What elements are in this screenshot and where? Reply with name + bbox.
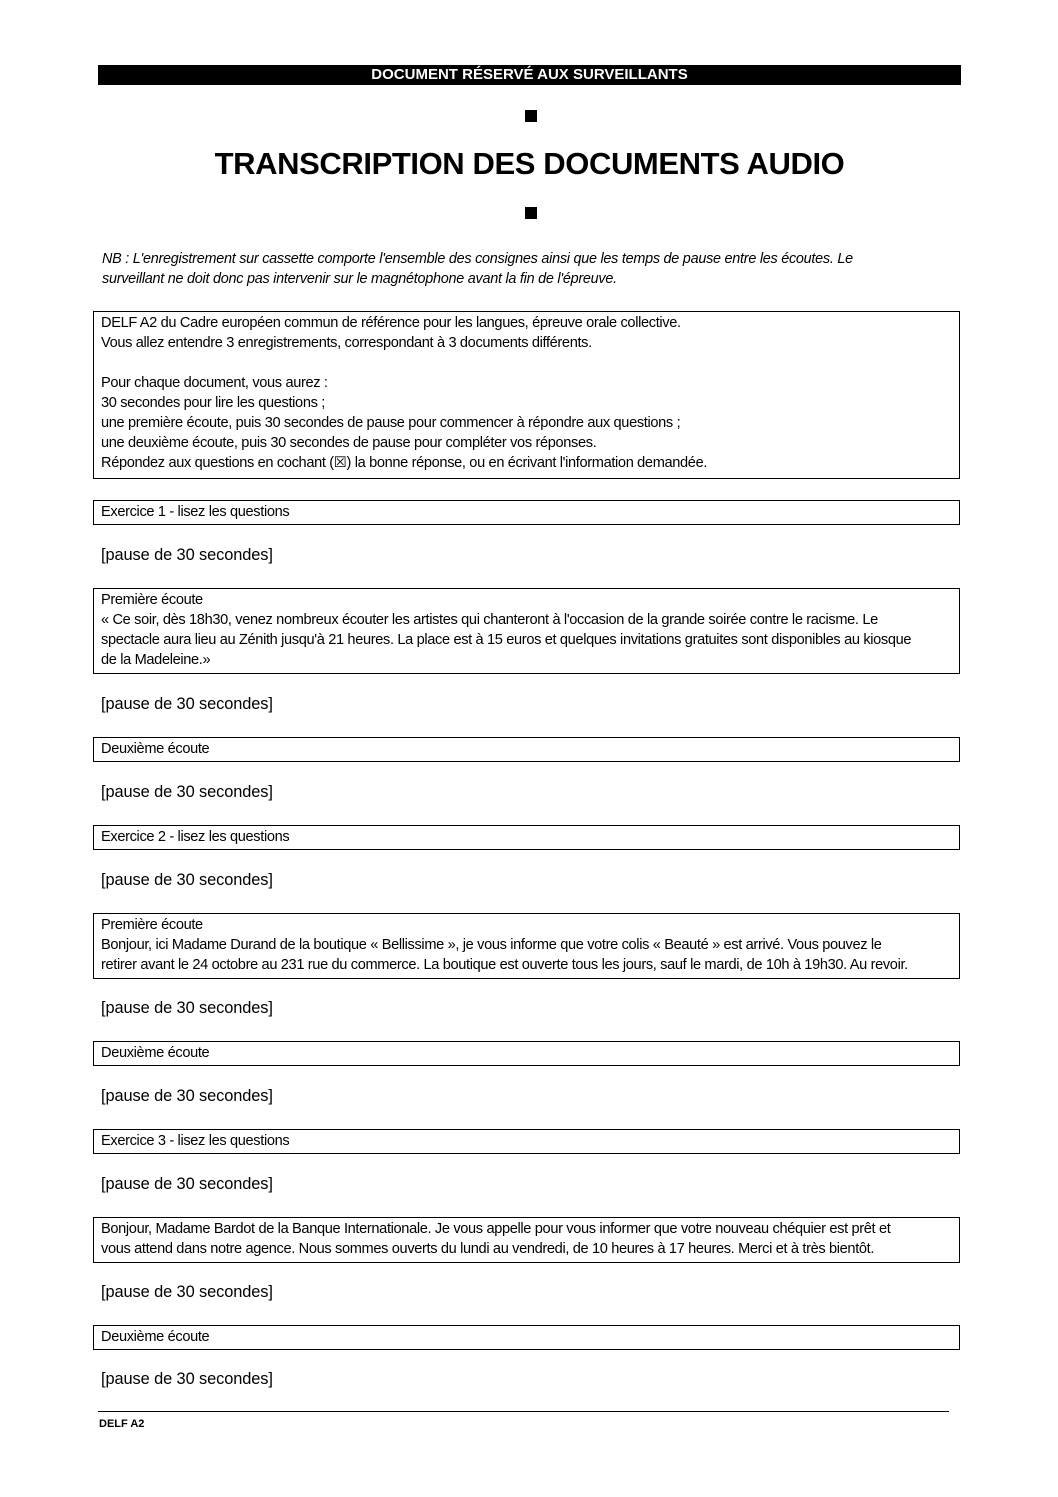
pause-label: [pause de 30 secondes] — [101, 1175, 273, 1193]
second-listening-label: Deuxième écoute — [101, 1329, 210, 1345]
reserved-banner: DOCUMENT RÉSERVÉ AUX SURVEILLANTS — [98, 65, 961, 85]
square-bullet-icon — [525, 207, 537, 219]
exercise-3-heading: Exercice 3 - lisez les questions — [101, 1133, 290, 1149]
pause-label: [pause de 30 secondes] — [101, 1370, 273, 1388]
pause-label: [pause de 30 secondes] — [101, 695, 273, 713]
nb-line: surveillant ne doit donc pas intervenir sur le magnétophone avant la fin de l'épreuve. — [102, 271, 617, 287]
page-title: TRANSCRIPTION DES DOCUMENTS AUDIO — [214, 146, 845, 181]
instructions-line: Pour chaque document, vous aurez : — [101, 375, 328, 391]
pause-label: [pause de 30 secondes] — [101, 999, 273, 1017]
second-listening-label: Deuxième écoute — [101, 741, 210, 757]
instructions-line: Vous allez entendre 3 enregistrements, correspondant à 3 documents différents. — [101, 335, 592, 351]
exercise-2-heading-box — [93, 825, 960, 850]
square-bullet-icon — [525, 110, 537, 122]
instructions-box — [93, 311, 960, 479]
transcript-line: Bonjour, ici Madame Durand de la boutique « Bellissime », je vous informe que votre colis « Beauté » est arrivé. Vous pouvez le — [101, 937, 882, 953]
nb-note — [102, 249, 962, 289]
exercise-1-heading: Exercice 1 - lisez les questions — [101, 504, 290, 520]
transcript-line: Bonjour, Madame Bardot de la Banque Internationale. Je vous appelle pour vous informer que votre nouveau chéquier est prêt et — [101, 1221, 891, 1237]
exercise-2-first-listening-box — [93, 913, 960, 979]
pause-label: [pause de 30 secondes] — [101, 1087, 273, 1105]
exercise-3-heading-box — [93, 1129, 960, 1154]
instructions-line: Répondez aux questions en cochant (☒) la bonne réponse, ou en écrivant l'information demandée. — [101, 455, 708, 471]
pause-label: [pause de 30 secondes] — [101, 871, 273, 889]
instructions-line: DELF A2 du Cadre européen commun de référence pour les langues, épreuve orale collective. — [101, 315, 681, 331]
transcript-line: « Ce soir, dès 18h30, venez nombreux écouter les artistes qui chanteront à l'occasion de la grande soirée contre le racisme. Le — [101, 612, 878, 628]
instructions-line: une première écoute, puis 30 secondes de pause pour commencer à répondre aux questions ; — [101, 415, 681, 431]
footer-label: DELF A2 — [99, 1418, 145, 1430]
transcript-line: vous attend dans notre agence. Nous sommes ouverts du lundi au vendredi, de 10 heures à 17 heures. Merci et à très bientôt. — [101, 1241, 875, 1257]
exercise-3-second-listening-box — [93, 1325, 960, 1350]
exercise-1-heading-box — [93, 500, 960, 525]
transcript-line: retirer avant le 24 octobre au 231 rue du commerce. La boutique est ouverte tous les jours, sauf le mardi, de 10h à 19h30. Au revoir. — [101, 957, 908, 973]
footer-divider — [98, 1411, 949, 1412]
transcript-line: spectacle aura lieu au Zénith jusqu'à 21 heures. La place est à 15 euros et quelques invitations gratuites sont disponibles au kiosque — [101, 632, 912, 648]
exercise-2-heading: Exercice 2 - lisez les questions — [101, 829, 290, 845]
second-listening-label: Deuxième écoute — [101, 1045, 210, 1061]
exercise-1-first-listening-box — [93, 588, 960, 674]
first-listening-label: Première écoute — [101, 917, 203, 933]
pause-label: [pause de 30 secondes] — [101, 783, 273, 801]
exercise-1-second-listening-box — [93, 737, 960, 762]
pause-label: [pause de 30 secondes] — [101, 546, 273, 564]
exercise-2-second-listening-box — [93, 1041, 960, 1066]
pause-label: [pause de 30 secondes] — [101, 1283, 273, 1301]
transcript-line: de la Madeleine.» — [101, 652, 211, 668]
nb-line: NB : L'enregistrement sur cassette comporte l'ensemble des consignes ainsi que les temps de pause entre les écoutes. Le — [102, 251, 853, 267]
exercise-3-transcript-box — [93, 1217, 960, 1263]
instructions-line: 30 secondes pour lire les questions ; — [101, 395, 325, 411]
first-listening-label: Première écoute — [101, 592, 203, 608]
instructions-line: une deuxième écoute, puis 30 secondes de pause pour compléter vos réponses. — [101, 435, 597, 451]
